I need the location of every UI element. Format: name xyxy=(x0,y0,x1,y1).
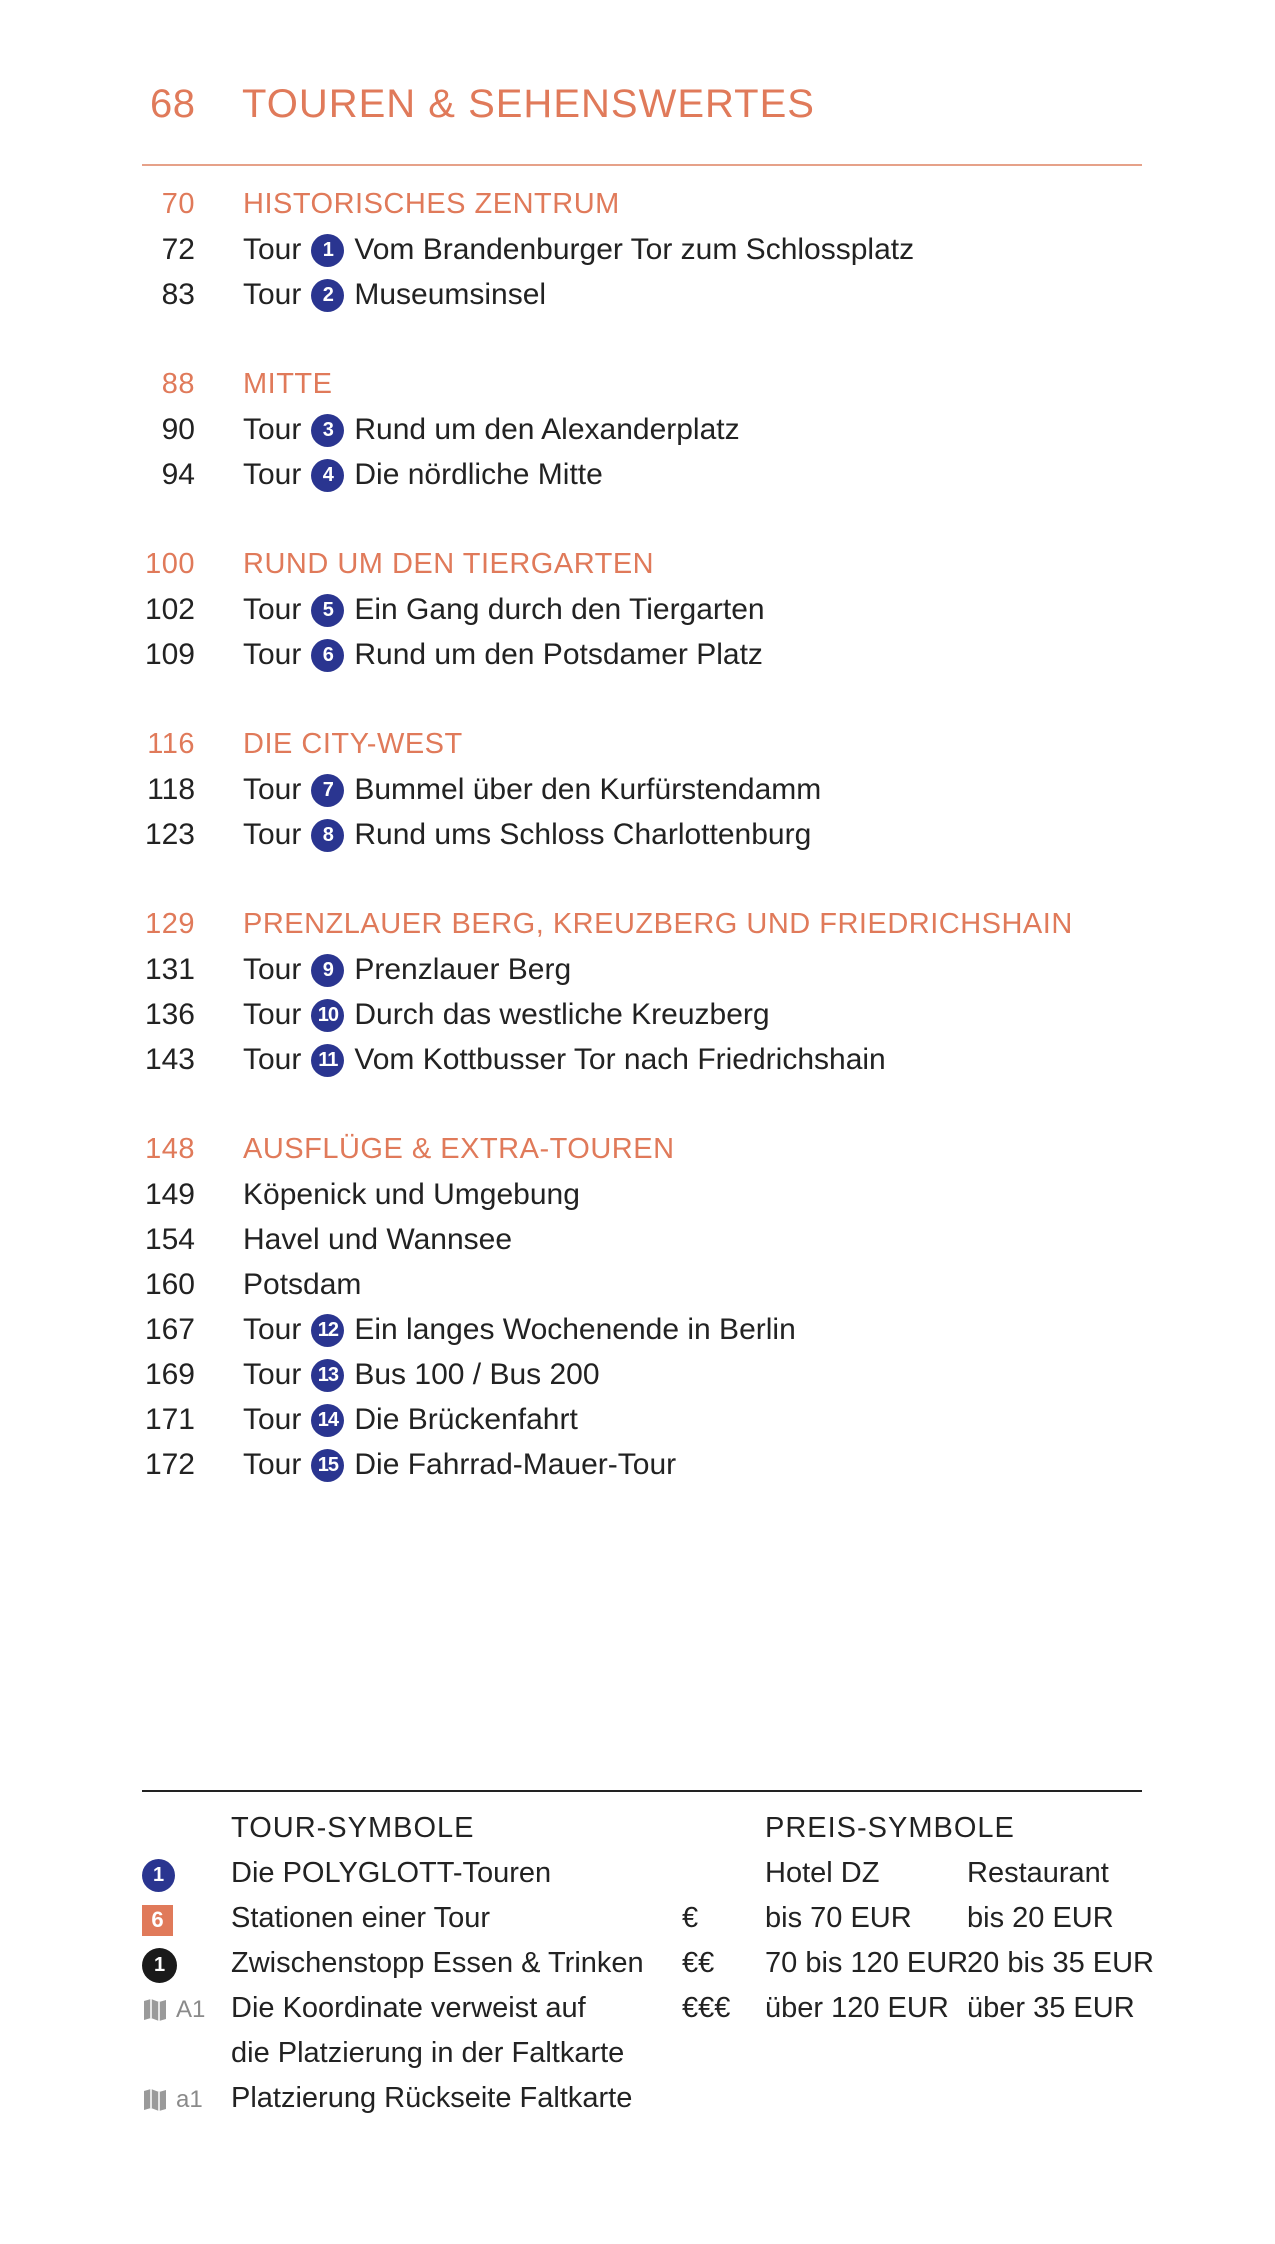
toc-entry[interactable] xyxy=(142,949,1142,994)
tour-symbols-heading: TOUR-SYMBOLE xyxy=(231,1812,475,1844)
section-title: AUSFLÜGE & EXTRA-TOUREN xyxy=(243,1133,675,1165)
entry-page-number: 172 xyxy=(144,1448,195,1481)
entry-title: Havel und Wannsee xyxy=(243,1223,513,1256)
legend-text: Platzierung Rückseite Faltkarte xyxy=(231,2082,633,2114)
entry-page-number: 118 xyxy=(147,773,195,806)
entry-text xyxy=(243,1313,796,1347)
entry-text xyxy=(243,593,765,627)
map-icon: A1 xyxy=(142,1992,222,2028)
entry-text xyxy=(243,1403,578,1437)
restaurant-column-header: Restaurant xyxy=(967,1857,1109,1889)
toc-section-heading[interactable] xyxy=(142,544,1142,589)
chapter-title: TOUREN & SEHENSWERTES xyxy=(242,82,815,126)
hotel-price: bis 70 EUR xyxy=(765,1902,912,1934)
entry-page-number: 160 xyxy=(144,1268,195,1301)
legend-text: Stationen einer Tour xyxy=(231,1902,491,1934)
entry-title: Museumsinsel xyxy=(354,278,547,311)
legend xyxy=(142,1808,1154,2128)
entry-page-number: 131 xyxy=(144,953,195,986)
map-icon: a1 xyxy=(142,2082,222,2118)
price-symbol: €€€ xyxy=(682,1992,731,2024)
entry-page-number: 123 xyxy=(144,818,195,851)
legend-row xyxy=(142,2033,1142,2078)
toc-entry[interactable] xyxy=(142,409,1142,454)
tour-number-badge-icon: 4 xyxy=(311,459,344,492)
tour-number-badge-icon: 8 xyxy=(311,819,344,852)
toc-entry[interactable] xyxy=(142,814,1142,859)
toc-entry[interactable] xyxy=(142,1444,1142,1489)
price-symbols-heading: PREIS-SYMBOLE xyxy=(765,1812,1015,1844)
table-of-contents xyxy=(142,184,1142,1489)
blue-circle-icon: 1 xyxy=(142,1857,222,1893)
tour-prefix: Tour xyxy=(243,1043,302,1076)
entry-title: Potsdam xyxy=(243,1268,362,1301)
tour-number-badge-icon: 1 xyxy=(311,234,344,267)
tour-number-badge-icon: 10 xyxy=(311,999,344,1032)
toc-entry[interactable] xyxy=(142,1174,1142,1219)
entry-title: Die Fahrrad-Mauer-Tour xyxy=(354,1448,677,1481)
toc-entry[interactable] xyxy=(142,634,1142,679)
entry-title: Rund ums Schloss Charlottenburg xyxy=(354,818,812,851)
tour-prefix: Tour xyxy=(243,1403,302,1436)
tour-prefix: Tour xyxy=(243,773,302,806)
tour-number-badge-icon: 12 xyxy=(311,1314,344,1347)
entry-text xyxy=(243,458,603,492)
toc-entry[interactable] xyxy=(142,229,1142,274)
entry-text xyxy=(243,1178,580,1212)
tour-prefix: Tour xyxy=(243,1313,302,1346)
entry-text xyxy=(243,278,546,312)
entry-page-number: 136 xyxy=(144,998,195,1031)
entry-page-number: 83 xyxy=(161,278,195,311)
entry-page-number: 90 xyxy=(161,413,195,446)
section-page-number: 70 xyxy=(161,188,195,220)
tour-prefix: Tour xyxy=(243,1358,302,1391)
tour-prefix: Tour xyxy=(243,593,302,626)
legend-text: Die POLYGLOTT-Touren xyxy=(231,1857,552,1889)
section-page-number: 100 xyxy=(145,548,195,580)
entry-title: Ein langes Wochenende in Berlin xyxy=(354,1313,796,1346)
entry-title: Köpenick und Umgebung xyxy=(243,1178,580,1211)
entry-title: Rund um den Alexanderplatz xyxy=(354,413,740,446)
entry-page-number: 169 xyxy=(144,1358,195,1391)
entry-title: Die Brückenfahrt xyxy=(354,1403,578,1436)
entry-title: Vom Brandenburger Tor zum Schlossplatz xyxy=(354,233,915,266)
black-circle-icon: 1 xyxy=(142,1947,222,1983)
hotel-column-header: Hotel DZ xyxy=(765,1857,880,1889)
toc-section-heading[interactable] xyxy=(142,364,1142,409)
entry-page-number: 167 xyxy=(144,1313,195,1346)
entry-text xyxy=(243,773,821,807)
tour-prefix: Tour xyxy=(243,458,302,491)
chapter-page-number: 68 xyxy=(150,82,196,126)
toc-entry[interactable] xyxy=(142,769,1142,814)
entry-title: Bummel über den Kurfürstendamm xyxy=(354,773,822,806)
tour-prefix: Tour xyxy=(243,638,302,671)
toc-entry[interactable] xyxy=(142,1219,1142,1264)
chapter-header xyxy=(142,82,1142,142)
entry-text xyxy=(243,1358,600,1392)
entry-page-number: 94 xyxy=(161,458,195,491)
entry-text xyxy=(243,1223,512,1257)
tour-number-badge-icon: 3 xyxy=(311,414,344,447)
toc-entry[interactable] xyxy=(142,454,1142,499)
entry-text xyxy=(243,638,763,672)
tour-prefix: Tour xyxy=(243,1448,302,1481)
legend-row xyxy=(142,1943,1154,1988)
restaurant-price: über 35 EUR xyxy=(967,1992,1135,2024)
section-title: MITTE xyxy=(243,368,333,400)
tour-prefix: Tour xyxy=(243,413,302,446)
entry-text xyxy=(243,953,571,987)
entry-page-number: 154 xyxy=(144,1223,195,1256)
tour-number-badge-icon: 11 xyxy=(311,1044,344,1077)
entry-text xyxy=(243,413,740,447)
entry-text xyxy=(243,1043,886,1077)
section-page-number: 116 xyxy=(147,728,195,760)
entry-page-number: 109 xyxy=(144,638,195,671)
tour-number-badge-icon: 6 xyxy=(311,639,344,672)
legend-row xyxy=(142,1988,1142,2033)
section-page-number: 148 xyxy=(145,1133,195,1165)
legend-row xyxy=(142,1898,1142,1943)
section-page-number: 129 xyxy=(145,908,195,940)
tour-number-badge-icon: 7 xyxy=(311,774,344,807)
legend-text: Zwischenstopp Essen & Trinken xyxy=(231,1947,644,1979)
hotel-price: 70 bis 120 EUR xyxy=(765,1947,969,1979)
orange-square-icon: 6 xyxy=(142,1902,222,1938)
price-symbol: € xyxy=(682,1902,699,1934)
restaurant-price: 20 bis 35 EUR xyxy=(967,1947,1154,1979)
toc-entry[interactable] xyxy=(142,994,1142,1039)
toc-entry[interactable] xyxy=(142,589,1142,634)
entry-title: Bus 100 / Bus 200 xyxy=(354,1358,600,1391)
toc-section-heading[interactable] xyxy=(142,1129,1142,1174)
section-title: PRENZLAUER BERG, KREUZBERG UND FRIEDRICHSHAIN xyxy=(243,908,1073,940)
legend-row xyxy=(142,2078,1142,2123)
section-page-number: 88 xyxy=(161,368,195,400)
entry-text xyxy=(243,1268,361,1302)
entry-page-number: 149 xyxy=(144,1178,195,1211)
toc-section-heading[interactable] xyxy=(142,184,1142,229)
entry-page-number: 143 xyxy=(144,1043,195,1076)
header-divider xyxy=(142,164,1142,166)
tour-number-badge-icon: 5 xyxy=(311,594,344,627)
tour-prefix: Tour xyxy=(243,998,302,1031)
entry-title: Ein Gang durch den Tiergarten xyxy=(354,593,765,626)
entry-text xyxy=(243,818,811,852)
tour-prefix: Tour xyxy=(243,953,302,986)
entry-title: Prenzlauer Berg xyxy=(354,953,572,986)
toc-entry[interactable] xyxy=(142,274,1142,319)
tour-prefix: Tour xyxy=(243,278,302,311)
entry-text xyxy=(243,998,770,1032)
legend-heading-row xyxy=(142,1808,1142,1853)
section-title: DIE CITY-WEST xyxy=(243,728,463,760)
toc-entry[interactable] xyxy=(142,1354,1142,1399)
legend-divider xyxy=(142,1790,1142,1792)
entry-title: Durch das westliche Kreuzberg xyxy=(354,998,770,1031)
tour-prefix: Tour xyxy=(243,233,302,266)
legend-text: die Platzierung in der Faltkarte xyxy=(231,2037,625,2069)
tour-number-badge-icon: 13 xyxy=(311,1359,344,1392)
toc-section-heading[interactable] xyxy=(142,724,1142,769)
entry-title: Die nördliche Mitte xyxy=(354,458,603,491)
toc-section-heading[interactable] xyxy=(142,904,1142,949)
price-symbol: €€ xyxy=(682,1947,715,1979)
toc-entry[interactable] xyxy=(142,1399,1142,1444)
entry-text xyxy=(243,233,914,267)
entry-page-number: 171 xyxy=(144,1403,195,1436)
entry-title: Rund um den Potsdamer Platz xyxy=(354,638,763,671)
tour-number-badge-icon: 9 xyxy=(311,954,344,987)
legend-row xyxy=(142,1853,1142,1898)
tour-number-badge-icon: 2 xyxy=(311,279,344,312)
tour-prefix: Tour xyxy=(243,818,302,851)
toc-entry[interactable] xyxy=(142,1264,1142,1309)
entry-title: Vom Kottbusser Tor nach Friedrichshain xyxy=(354,1043,886,1076)
tour-number-badge-icon: 14 xyxy=(311,1404,344,1437)
section-title: RUND UM DEN TIERGARTEN xyxy=(243,548,655,580)
section-title: HISTORISCHES ZENTRUM xyxy=(243,188,620,220)
toc-entry[interactable] xyxy=(142,1309,1142,1354)
entry-text xyxy=(243,1448,676,1482)
entry-page-number: 102 xyxy=(144,593,195,626)
tour-number-badge-icon: 15 xyxy=(311,1449,344,1482)
restaurant-price: bis 20 EUR xyxy=(967,1902,1114,1934)
toc-entry[interactable] xyxy=(142,1039,1142,1084)
entry-page-number: 72 xyxy=(161,233,195,266)
hotel-price: über 120 EUR xyxy=(765,1992,949,2024)
legend-text: Die Koordinate verweist auf xyxy=(231,1992,586,2024)
